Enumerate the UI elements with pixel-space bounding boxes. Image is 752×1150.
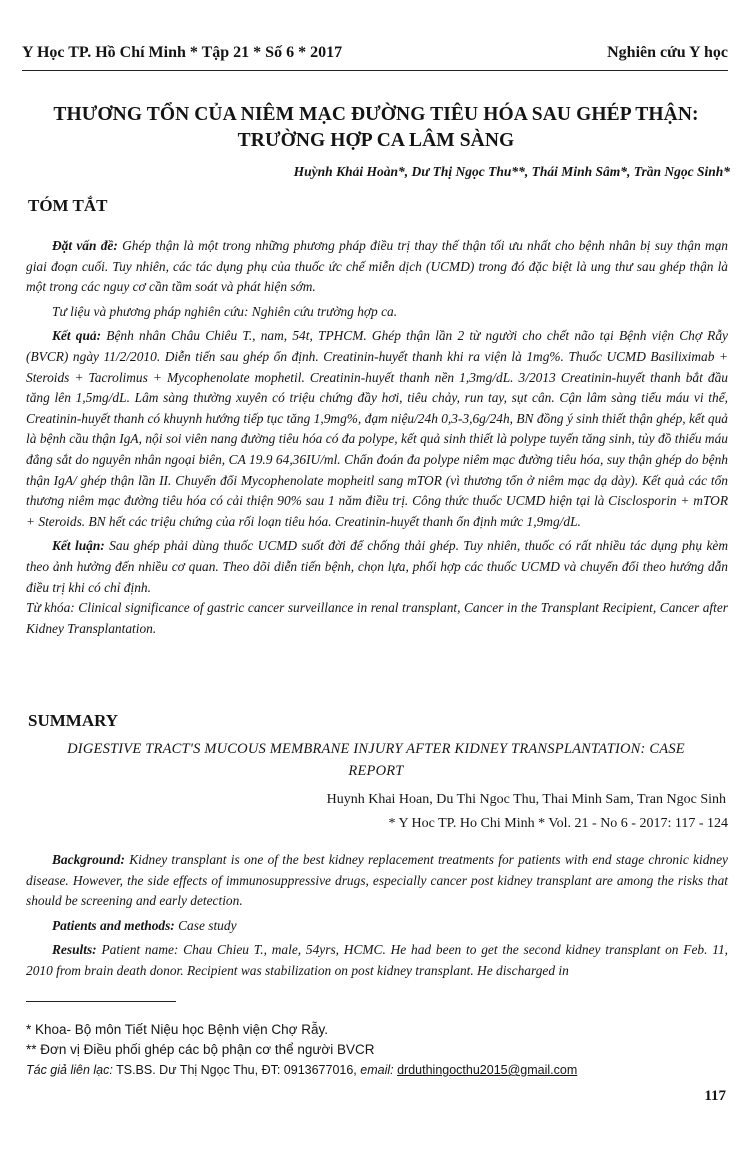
results-text: Bệnh nhân Châu Chiêu T., nam, 54t, TPHCM. Ghép thận lần 2 từ người cho chết não tại Bệnh viện Chợ Rẫy (BVCR) ngày 11/2/2010. Diễn tiến sau ghép ổn định. Creatinin-huyết thanh khi ra viện là 1mg%. Thuốc UCMD Basiliximab + Steroids + Tacrolimus + Mycophenolate mophetil. Creatinin-huyết thanh nền 1,3mg/dL. 3/2013 Creatinin-huyết thanh bắt đầu tăng lên 1,5mg/dL. Lâm sàng thường xuyên có triệu chứng đầy hơi, tiêu chảy, run tay, sụt cân. Cận lâm sàng tiểu máu vi thể, Creatinin-huyết thanh có khuynh hướng tiếp tục tăng 1,9mg%, đạm niệu/24h 0,3-3,6g/24h, BN đồng ý sinh thiết thận ghép, kết quả là bệnh cầu thận IgA, nội soi viên nang đường tiêu hóa có đa polype, kết quả sinh thiết là polype tuyến tăng sinh, tủy đồ thiếu máu đẳng sắt do nguyên nhân ngoại biên, CA 19.9 64,36IU/ml. Chẩn đoán đa polype niêm mạc đường tiêu hóa, suy thận ghép do bệnh thận IgA/ ghép thận lần II. Chuyển đổi Mycophenolate mopheitl sang mTOR (vì thương tổn ở niêm mạc dạ dày). Kết quả các tổn thương niêm mạc đường tiêu hóa có cải thiện 90% sau 1 năm điều trị. Công thức thuốc UCMD hiện tại là Cisclosporin + mTOR + Steroids. BN hết các triệu chứng của rối loạn tiêu hóa. Creatinin-huyết thanh ổn định mức 1,9mg/dL. [26,328,728,529]
contact-text: TS.BS. Dư Thị Ngọc Thu, ĐT: 0913677016, [112,1063,361,1077]
conclusion-label: Kết luận: [52,538,105,554]
abstract-keywords [26,598,728,639]
abstract-conclusion [26,536,728,598]
summary-background-label: Background: [52,852,125,867]
methods-text: Nghiên cứu trường hợp ca. [248,303,398,319]
running-header [22,44,728,62]
footnote-contact [26,1060,577,1080]
abstract-methods [26,302,728,323]
methods-label: Tư liệu và phương pháp nghiên cứu: [52,303,249,319]
summary-authors: Huynh Khai Hoan, Du Thi Ngoc Thu, Thai Minh Sam, Tran Ngoc Sinh [326,792,726,807]
summary-results-label: Results: [52,942,97,958]
footnote-rule [26,1001,176,1002]
footnote-affiliation-1: * Khoa- Bộ môn Tiết Niệu học Bệnh viện Chợ Rẫy. [26,1022,329,1037]
summary-methods-label: Patients and methods: [52,917,175,933]
abstract-background [26,236,728,298]
keywords-label: Từ khóa: [26,600,75,616]
email-label: email: [360,1063,394,1077]
abstract-vi [26,236,728,639]
summary-results [26,940,728,981]
summary-heading: SUMMARY [28,711,119,730]
page-number: 117 [704,1088,726,1104]
conclusion-text: Sau ghép phải dùng thuốc UCMD suốt đời để chống thải ghép. Tuy nhiên, thuốc có rất nhiều tác dụng phụ kèm theo ảnh hưởng đến nhiều cơ quan. Theo dõi diễn tiến bệnh, chọn lựa, phối hợp các thuốc UCMD và chuyển đổi theo hướng dẫn điều trị khi có chỉ định. [26,538,728,595]
article-title [20,102,732,154]
summary-title [22,738,730,782]
contact-label: Tác giả liên lạc: [26,1063,113,1077]
summary-background-text: Kidney transplant is one of the best kidney replacement treatments for patients with end stage chronic kidney disease. However, the side effects of immunosuppressive drugs, especially cancer post kidney transplant are among the risks that should be screening and early detection. [26,852,728,909]
summary-methods-text: Case study [174,917,237,933]
footnote-affiliation-2: ** Đơn vị Điều phối ghép các bộ phận cơ thể người BVCR [26,1042,375,1057]
summary-methods [26,916,728,937]
email-link[interactable]: drduthingocthu2015@gmail.com [397,1063,578,1077]
summary-title-line-1: DIGESTIVE TRACT'S MUCOUS MEMBRANE INJURY AFTER KIDNEY TRANSPLANTATION: CASE [67,741,685,757]
summary-body [26,850,728,982]
background-text: Ghép thận là một trong những phương pháp điều trị thay thế thận tối ưu nhất cho bệnh nhân bị suy thận mạn giai đoạn cuối. Tuy nhiên, các tác dụng phụ của thuốc ức chế miễn dịch (UCMD) trong đó đặc biệt là ung thư sau ghép thận là một trong các nguy cơ cần tầm soát và phát hiện sớm. [26,238,728,295]
article-title-line-2: TRƯỜNG HỢP CA LÂM SÀNG [237,130,515,151]
summary-title-line-2: REPORT [348,763,404,779]
author-list: Huỳnh Khải Hoàn*, Dư Thị Ngọc Thu**, Thái Minh Sâm*, Trần Ngọc Sinh* [293,164,730,179]
background-label: Đặt vấn đề: [52,238,118,253]
keywords-text: Clinical significance of gastric cancer surveillance in renal transplant, Cancer in the Transplant Recipient, Cancer after Kidney Transplantation. [26,600,729,636]
article-title-line-1: THƯƠNG TỔN CỦA NIÊM MẠC ĐƯỜNG TIÊU HÓA SAU GHÉP THẬN: [53,104,699,125]
journal-citation-header: Y Học TP. Hồ Chí Minh * Tập 21 * Số 6 * 2017 [22,44,343,61]
header-rule [22,70,728,71]
results-label: Kết quả: [52,328,102,344]
abstract-heading: TÓM TẮT [28,196,108,215]
summary-background [26,850,728,912]
section-header: Nghiên cứu Y học [607,44,728,61]
summary-citation: * Y Hoc TP. Ho Chi Minh * Vol. 21 - No 6 - 2017: 117 - 124 [388,816,728,831]
footnotes [26,1020,577,1080]
abstract-results [26,326,728,532]
summary-results-text: Patient name: Chau Chieu T., male, 54yrs, HCMC. He had been to get the second kidney transplant on Feb. 11, 2010 from brain death donor. Recipient was stabilization on post kidney transplant. He discharged in [26,942,728,978]
